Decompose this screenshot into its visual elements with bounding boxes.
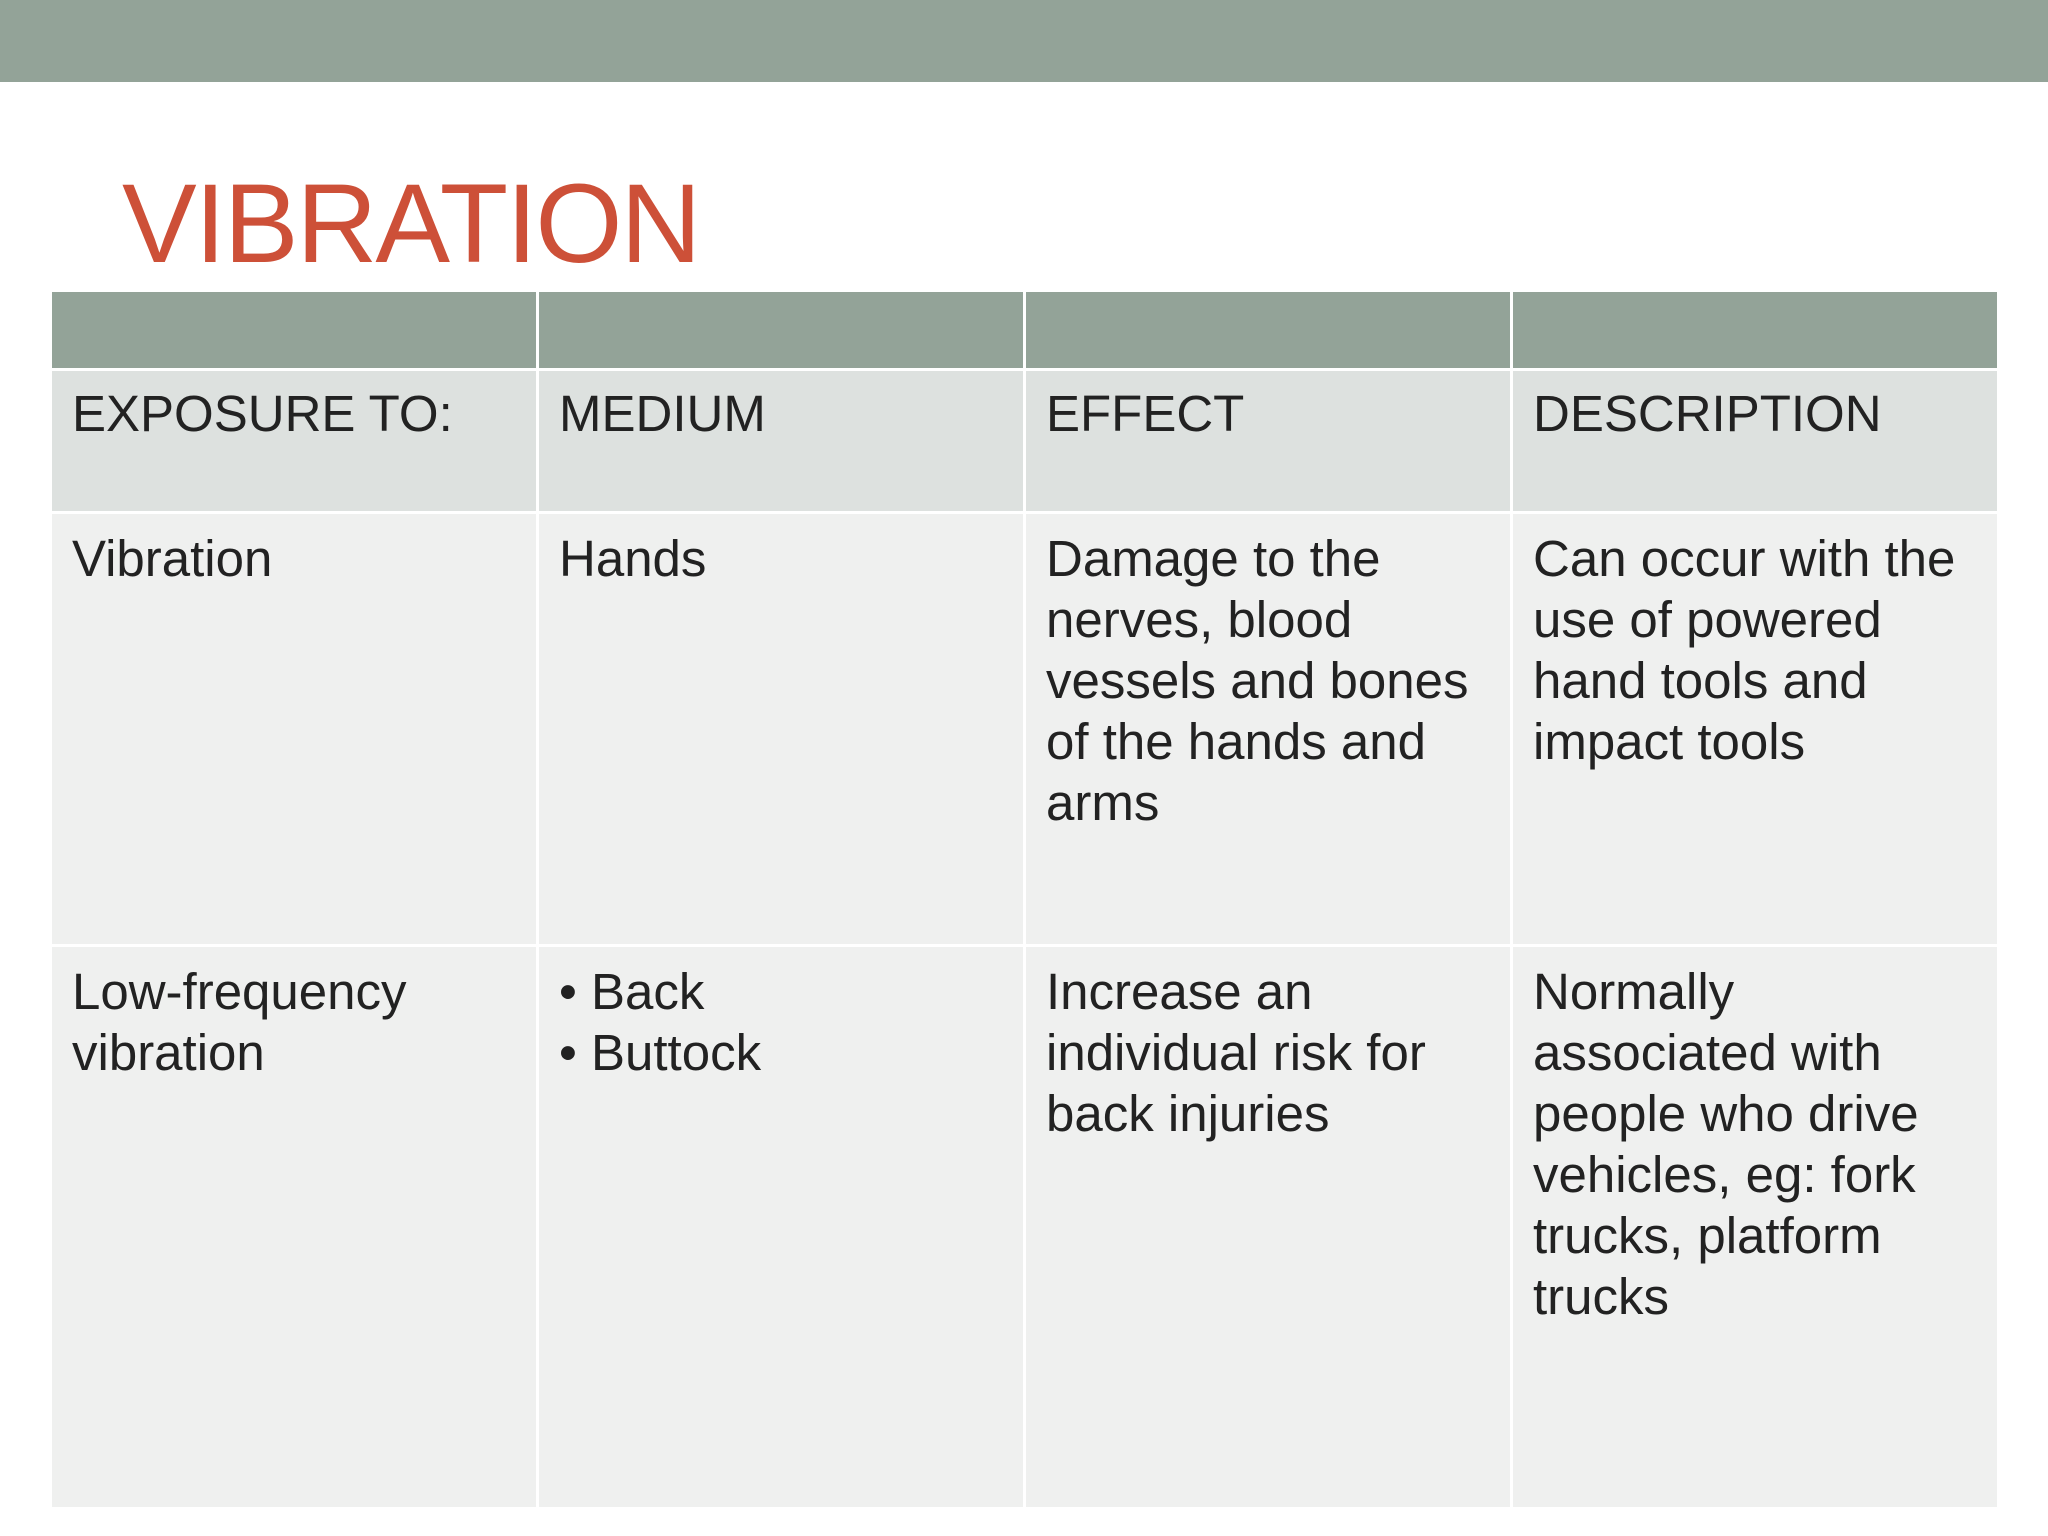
bullet-item: • Back [559, 961, 1001, 1022]
row2-effect: Increase an individual risk for back injuries [1026, 947, 1510, 1507]
column-header-medium: MEDIUM [539, 371, 1023, 511]
column-header-description: DESCRIPTION [1513, 371, 1997, 511]
row1-medium: Hands [539, 514, 1023, 944]
column-header-effect: EFFECT [1026, 371, 1510, 511]
column-header-exposure: EXPOSURE TO: [52, 371, 536, 511]
vibration-table [52, 292, 1996, 1510]
table-band-cell [539, 292, 1023, 368]
table-band-cell [1026, 292, 1510, 368]
medium-bullet-list [559, 961, 1001, 1083]
row1-description: Can occur with the use of powered hand tools and impact tools [1513, 514, 1997, 944]
table-band-cell [52, 292, 536, 368]
row1-exposure: Vibration [52, 514, 536, 944]
bullet-item: • Buttock [559, 1022, 1001, 1083]
table-band-cell [1513, 292, 1997, 368]
row2-description: Normally associated with people who drive vehicles, eg: fork trucks, platform trucks [1513, 947, 1997, 1507]
top-color-band [0, 0, 2048, 82]
row2-medium [539, 947, 1023, 1507]
row1-effect: Damage to the nerves, blood vessels and bones of the hands and arms [1026, 514, 1510, 944]
slide-title: VIBRATION [122, 161, 700, 286]
row2-exposure: Low-frequency vibration [52, 947, 536, 1507]
